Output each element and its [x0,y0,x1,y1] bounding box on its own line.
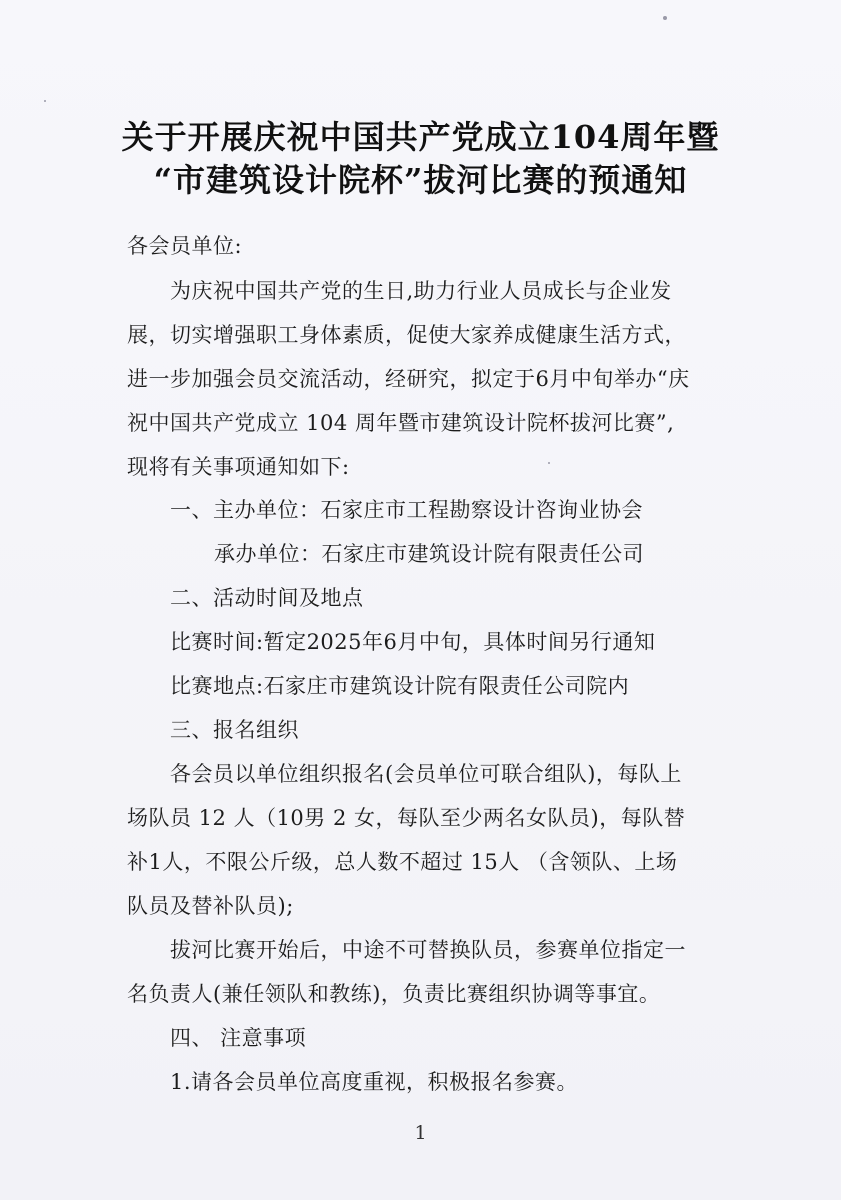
event-time: 比赛时间:暂定2025年6月中旬，具体时间另行通知 [170,630,656,654]
scan-speck [663,16,667,20]
section-3-para-2-line-1: 拔河比赛开始后，中途不可替换队员，参赛单位指定一 [170,938,686,962]
intro-line-5: 现将有关事项通知如下: [127,455,350,479]
document-title-line-1: 关于开展庆祝中国共产党成立104周年暨 [121,118,720,156]
section-3-para-2-line-2: 名负责人(兼任领队和教练)，负责比赛组织协调等事宜。 [127,982,661,1006]
intro-line-3: 进一步加强会员交流活动，经研究，拟定于6月中旬举办“庆 [127,367,690,391]
notice-item-1: 1.请各会员单位高度重视，积极报名参赛。 [170,1070,579,1094]
intro-line-1: 为庆祝中国共产党的生日,助力行业人员成长与企业发 [170,279,672,303]
salutation: 各会员单位: [127,234,243,258]
section-3-para-1-line-2: 场队员 12 人（10男 2 女，每队至少两名女队员)，每队替 [127,806,686,830]
page-number: 1 [414,1122,427,1144]
co-organizer: 承办单位：石家庄市建筑设计院有限责任公司 [214,542,644,566]
scan-speck [44,100,46,102]
document-title-line-2: “市建筑设计院杯”拔河比赛的预通知 [153,161,688,199]
section-3-para-1-line-1: 各会员以单位组织报名(会员单位可联合组队)，每队上 [170,762,682,786]
section-3-heading: 三、报名组织 [170,718,299,742]
section-3-para-1-line-4: 队员及替补队员); [127,894,294,918]
scan-speck [548,462,550,464]
section-1-heading: 一、主办单位：石家庄市工程勘察设计咨询业协会 [170,498,643,522]
intro-line-2: 展，切实增强职工身体素质，促使大家养成健康生活方式， [127,323,686,347]
intro-line-4: 祝中国共产党成立 104 周年暨市建筑设计院杯拔河比赛”, [127,411,675,435]
event-place: 比赛地点:石家庄市建筑设计院有限责任公司院内 [170,674,630,698]
section-3-para-1-line-3: 补1人，不限公斤级，总人数不超过 15人 （含领队、上场 [127,850,678,874]
section-2-heading: 二、活动时间及地点 [170,586,364,610]
section-4-heading: 四、 注意事项 [170,1026,307,1050]
